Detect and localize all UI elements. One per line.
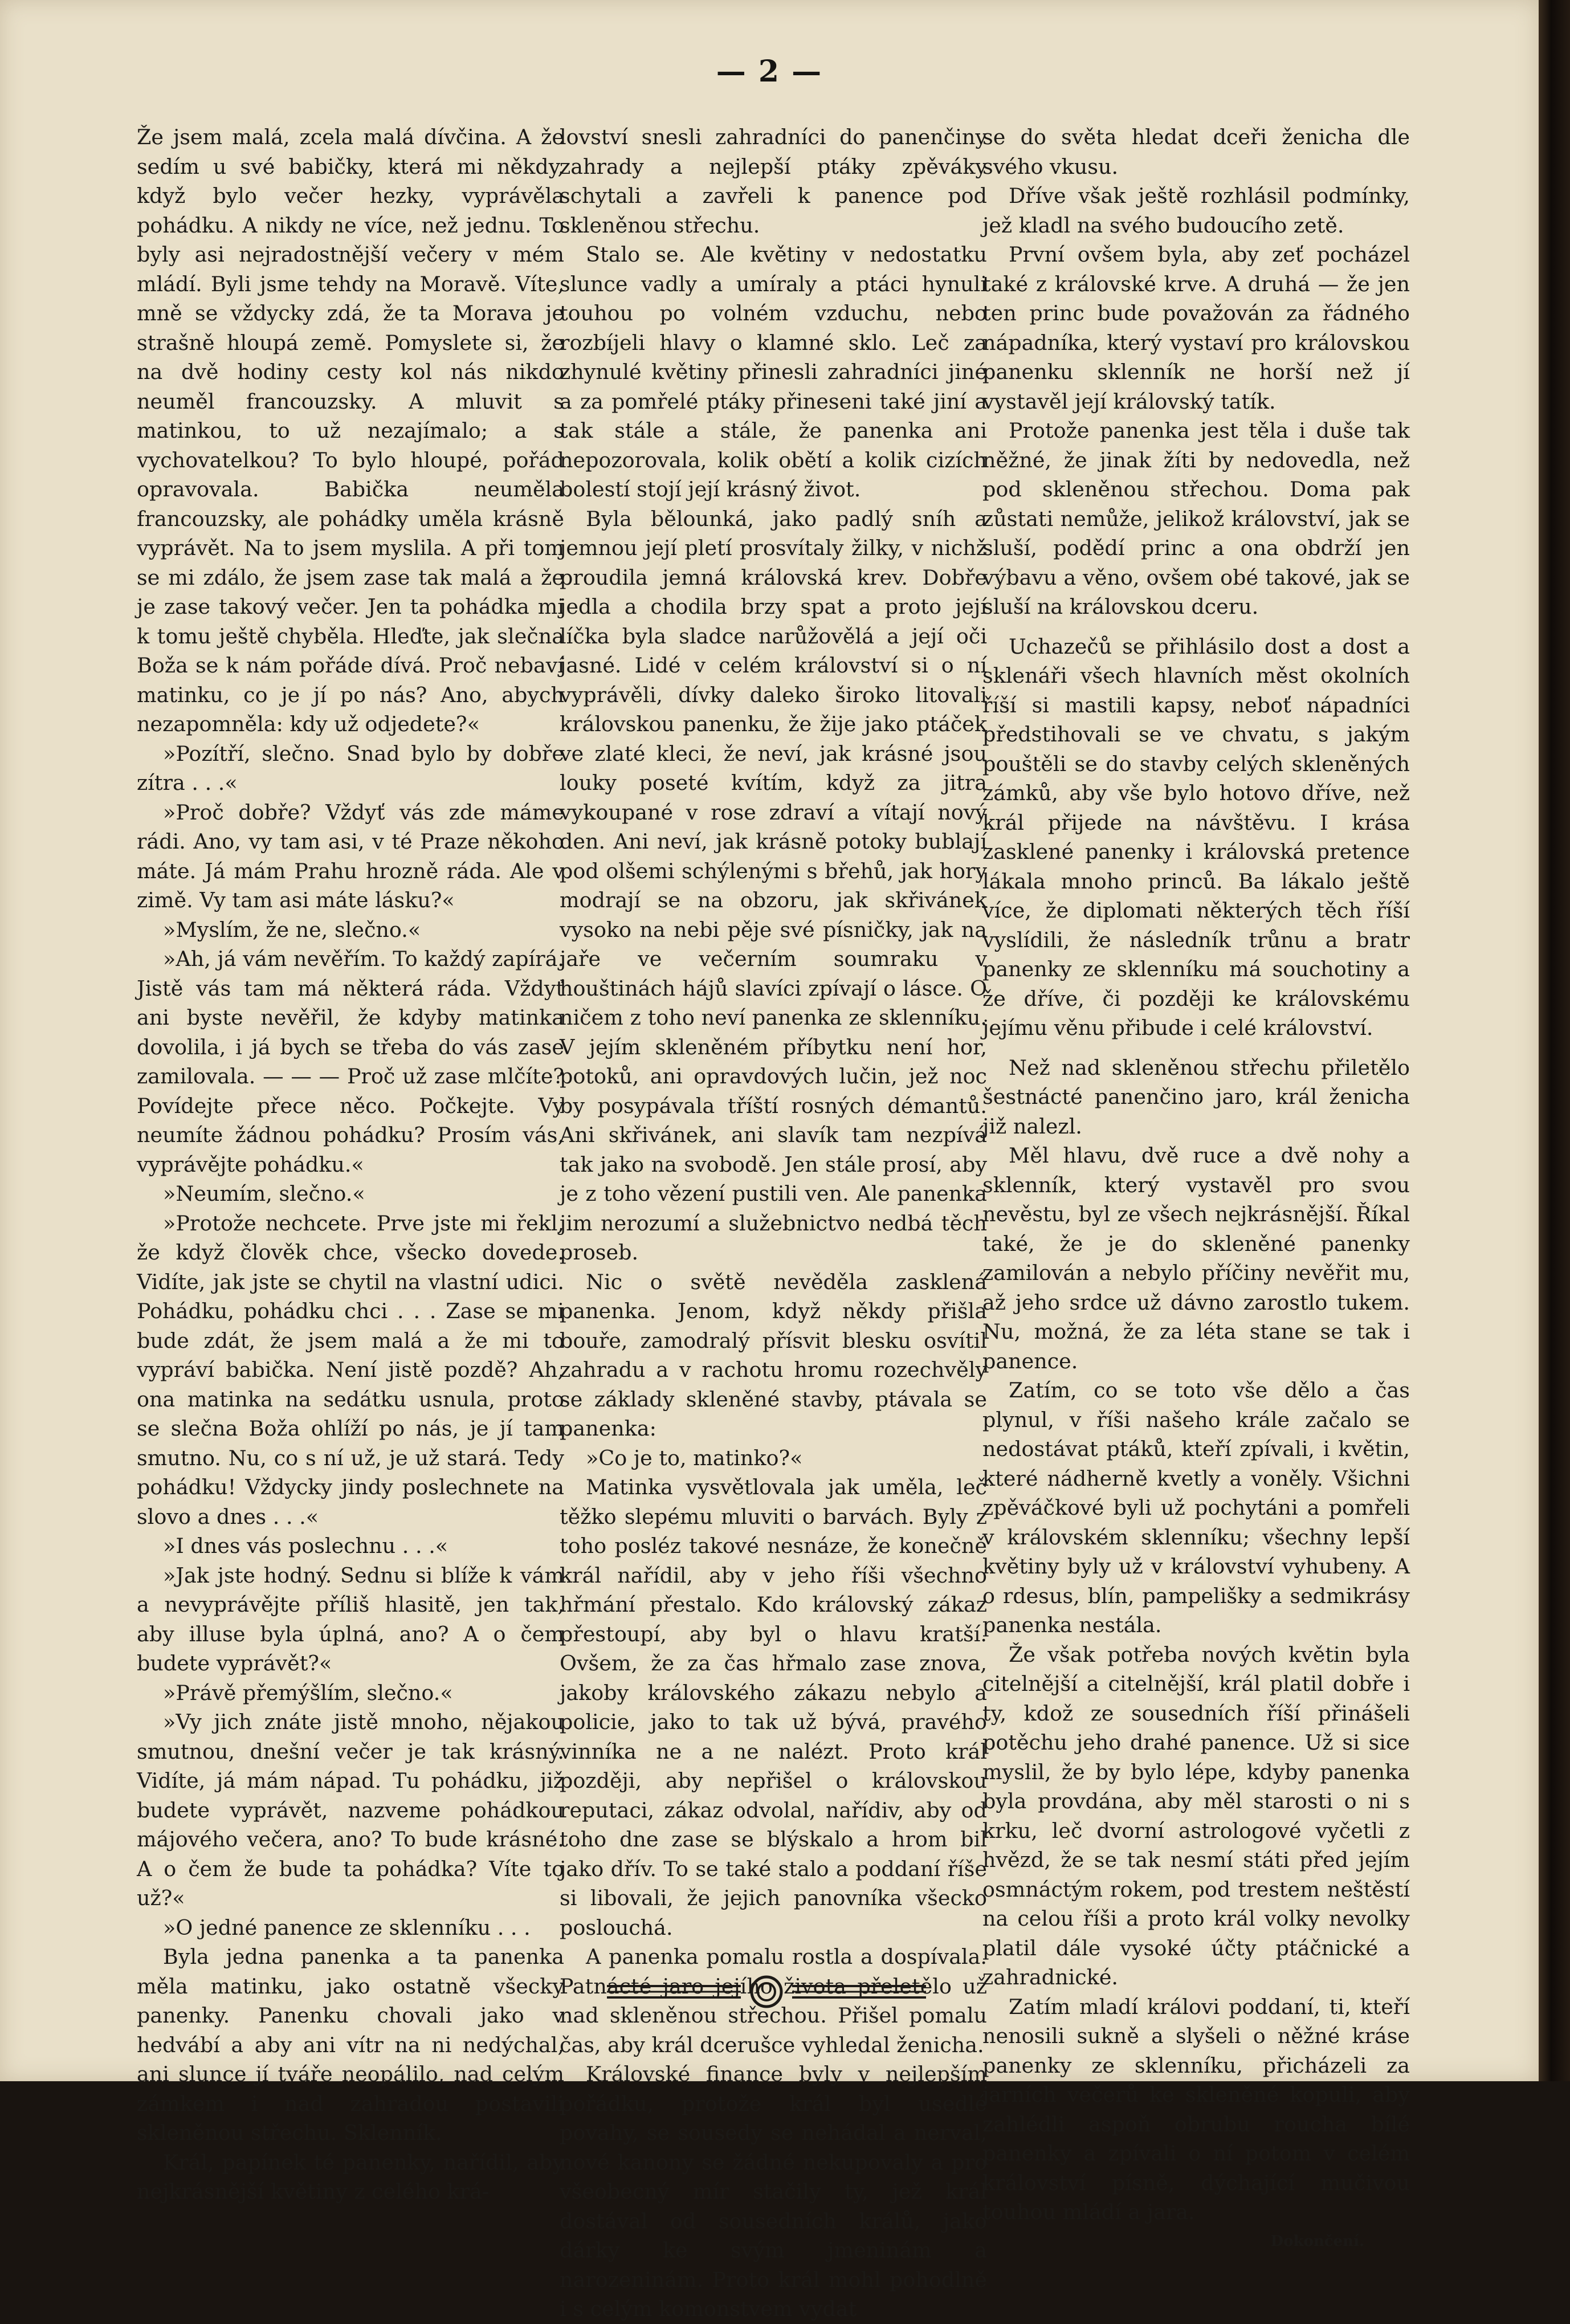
paragraph: »Právě přemýšlím, slečno.« — [163, 1680, 453, 1705]
paragraph: Byla bělounká, jako padlý sníh a jemnou její pletí prosvítaly žilky, v nichž proudila jemná královská krev. Dobře jedla a chodila brzy spat a proto její líčka byla sladce narůžovělá a její oči jasné. Lidé v celém království si o ní vyprávěli, dívky daleko široko litovali královskou panenku, že žije jako ptáček ve zlaté kleci, že neví, jak krásné jsou louky poseté kvítím, když za jitra vykoupané v rose zdraví a vítají nový den. Ani neví, jak krásně potoky bublají pod olšemi schýlenými s břehů, jak hory modrají se na obzoru, jak skřivánek vysoko na nebi pěje své písničky, jak na jaře ve večerním soumraku v houštinách hájů slavíci zpívají o lásce. O ničem z toho neví panenka ze sklenníku. V jejím skleněném příbytku není hor, potoků, ani opravdových lučin, jež noc by posypávala tříští rosných démantů. Ani skřivánek, ani slavík tam nezpívá tak jako na svobodě. Jen stále prosí, aby je z toho vězení pustili ven. Ale panenka jim nerozumí a služebnictvo nedbá těch proseb. — [560, 506, 987, 1265]
paragraph: »Proč dobře? Vždyť vás zde máme rádi. Ano, vy tam asi, v té Praze někoho máte. Já mám Prahu hrozně ráda. Ale v zimě. Vy tam asi máte lásku?« — [137, 800, 564, 912]
paragraph: »Myslím, že ne, slečno.« — [163, 917, 421, 942]
paragraph: A panenka pomalu rostla a dospívala. Patnácté jaro jejího života přeletělo už nad skleněnou střechou. Přišel pomalu čas, aby král dcerušce vyhledal ženicha. — [560, 1944, 987, 2057]
paragraph: »I dnes vás poslechnu . . .« — [163, 1534, 448, 1558]
paragraph: »Jak jste hodný. Sednu si blíže k vám a nevyprávějte příliš hlasitě, jen tak, aby illuse byla úplná, ano? A o čem budete vyprávět?« — [137, 1563, 564, 1675]
paragraph: lovství snesli zahradníci do panenčiny zahrady a nejlepší ptáky zpěváky schytali a zavřeli k panence pod skleněnou střechu. — [560, 125, 987, 238]
paragraph: Matinka vysvětlovala jak uměla, leč těžko slepému mluviti o barvách. Byly z toho posléz takové nesnáze, že konečně král nařídil, aby v jeho říši všechno hřmání přestalo. Kdo královský zákaz přestoupí, aby byl o hlavu kratší. Ovšem, že za čas hřmalo zase znova, jakoby královského zákazu nebylo a policie, jako to tak už bývá, pravého vinníka ne a ne nalézt. Proto král později, aby nepřišel o královskou reputaci, zákaz odvolal, nařídiv, aby od toho dne zase se blýskalo a hrom bil jako dřív. To se také stalo a poddaní říše si libovali, že jejich panovníka všecko poslouchá. — [560, 1475, 987, 1940]
paragraph: Než nad skleněnou střechu přiletělo šestnácté panenčino jaro, král ženicha již nalezl. — [982, 1055, 1410, 1139]
paragraph: Protože panenka jest těla i duše tak něžné, že jinak žíti by nedovedla, než pod skleněnou střechou. Doma pak zůstati nemůže, jelikož království, jak se sluší, podědí princ a ona obdrží jen výbavu a věno, ovšem obé takové, jak se sluší na královskou dceru. — [982, 418, 1410, 619]
paragraph: »Ah, já vám nevěřím. To každý zapírá. Jistě vás tam má některá ráda. Vždyť ani byste nevěřil, že kdyby matinka dovolila, i já bych se třeba do vás zase zamilovala. — — — Proč už zase mlčíte? Povídejte přece něco. Počkejte. Vy neumíte žádnou pohádku? Prosím vás, vyprávějte pohádku.« — [137, 947, 564, 1177]
paragraph: Dříve však ještě rozhlásil podmínky, jež kladl na svého budoucího zetě. — [982, 184, 1410, 238]
paragraph: »Co je to, matinko?« — [586, 1445, 803, 1470]
paragraph: se do světa hledat dceři ženicha dle svého vkusu. — [982, 125, 1410, 179]
book-binding-edge — [1539, 0, 1570, 2081]
ornament-divider-icon — [607, 1975, 926, 2009]
paragraph: Stalo se. Ale květiny v nedostatku slunce vadly a umíraly a ptáci hynuli touhou po volném vzduchu, nebo rozbíjeli hlavy o klamné sklo. Leč za zhynulé květiny přinesli zahradníci jiné a za pomřelé ptáky přineseni také jiní a tak stále a stále, že panenka ani nepozorovala, kolik obětí a kolik cizích bolestí stojí její krásný život. — [560, 242, 987, 502]
paragraph: Královské finance byly v nejlepším pořádku, protože král byl usedlé povahy, se sousedy se nehádal a nerval, nové kanony se žádné nekupovaly a pro všeobecný mír stačily ty, jež král dostával od sousedních králů, jako dárky ke svým jmeninám a narozeninám. Proto král mohl pohodlně i s celým komonstvem vydat — [560, 2062, 987, 2321]
paragraph: »Vy jich znáte jistě mnoho, nějakou smutnou, dnešní večer je tak krásný. Vidíte, já mám nápad. Tu pohádku, již budete vyprávět, nazveme pohádkou májového večera, ano? To bude krásné. A o čem že bude ta pohádka? Víte to už?« — [137, 1710, 564, 1910]
paragraph: »Pozítří, slečno. Snad bylo by dobře zítra . . .« — [137, 741, 564, 795]
paragraph: »Neumím, slečno.« — [163, 1181, 365, 1206]
paragraph: Král, papínek té panenky, nařídil, aby nejkrásnější květiny z celého krá- — [137, 2150, 564, 2204]
text-column-3 — [982, 123, 1410, 2256]
page-number: — 2 — — [716, 54, 823, 89]
paragraph: Byla jedna panenka a ta panenka měla matinku, jako ostatně všecky panenky. Panenku chovali jako v hedvábí a aby ani vítr na ni nedýchal, ani slunce jí tváře neopálilo, nad celým zámkem i nad zahradou postavili skleněnou střechu. Sklenník. — [137, 1944, 564, 2145]
paragraph: Uchazečů se přihlásilo dost a dost a sklenáři všech hlavních měst okolních říší si mastili kapsy, neboť nápadníci předstihovali se ve chvatu, s jakým pouštěli se do stavby celých skleněných zámků, aby vše bylo hotovo dříve, než král přijede na návštěvu. I krása zasklené panenky i královská pretence lákala mnoho princů. Ba lákalo ještě více, že diplomati některých těch říší vyslídili, že následník trůnu a bratr panenky ze sklenníku má souchotiny a že dříve, či později ke královskému jejímu věnu přibude i celé království. — [982, 634, 1410, 1040]
paragraph: Že však potřeba nových květin byla citelnější a citelnější, král platil dobře i ty, kdož ze sousedních říší přinášeli potěchu jeho drahé panence. Už si sice myslil, že by bylo lépe, kdyby panenka byla provdána, aby měl starosti o ni s krku, leč dvorní astrologové vyčetli z hvězd, že se tak nesmí státi před jejím osmnáctým rokem, pod trestem neštěstí na celou říši a proto král volky nevolky platil dále vysoké účty ptáčnické a zahradnické. — [982, 1642, 1410, 1989]
signoff: Dokončení. — [1270, 2232, 1364, 2250]
paragraph: Měl hlavu, dvě ruce a dvě nohy a sklenník, který vystavěl pro svou nevěstu, byl ze všech nejkrásnější. Říkal také, že je do skleněné panenky zamilován a nebylo příčiny nevěřit mu, až jeho srdce už dávno zarostlo tukem. Nu, možná, že za léta stane se tak i panence. — [982, 1143, 1410, 1373]
paragraph: Zatím, co se toto vše dělo a čas plynul, v říši našeho krále začalo se nedostávat ptáků, kteří zpívali, i květin, které nádherně kvetly a voněly. Všichni zpěváčkové byli už pochytáni a pomřeli v královském sklenníku; všechny lepší květiny byly už v království vyhubeny. A o rdesus, blín, pampelišky a sedmikrásy panenka nestála. — [982, 1378, 1410, 1637]
paragraph: První ovšem byla, aby zeť pocházel také z královské krve. A druhá — že jen ten princ bude považován za řádného nápadníka, který vystaví pro královskou panenku sklenník ne horší než jí vystavěl její královský tatík. — [982, 242, 1410, 414]
paragraph: »O jedné panence ze sklenníku . . . — [163, 1915, 531, 1940]
paragraph: Že jsem malá, zcela malá dívčina. A že sedím u své babičky, která mi někdy, když bylo večer hezky, vyprávěla pohádku. A nikdy ne více, než jednu. To byly asi nejradostnější večery v mém mládí. Byli jsme tehdy na Moravě. Víte, mně se vždycky zdá, že ta Morava je strašně hloupá země. Pomyslete si, že na dvě hodiny cesty kol nás nikdo neuměl francouzsky. A mluvit s matinkou, to už nezajímalo; a s vychovatelkou? To bylo hloupé, pořád opravovala. Babička neuměla francouzsky, ale pohádky uměla krásně vyprávět. Na to jsem myslila. A při tom se mi zdálo, že jsem zase tak malá a že je zase takový večer. Jen ta pohádka mi k tomu ještě chyběla. Hleďte, jak slečna Boža se k nám pořáde dívá. Proč nebaví matinku, co je jí po nás? Ano, abych nezapomněla: kdy už odjedete?« — [137, 125, 564, 736]
paragraph: Zatím mladí královi poddaní, ti, kteří nenosili sukně a slyšeli o něžné kráse panenky ze sklenníku, přicházeli za jarních večerů ke skleněné kopuli, aby zahlédli aspoň obrubu roucha bílé panenky a zpívali o ní potom v celém království písně, dýchající mučivou touhou mládí a jara. — [982, 1994, 1410, 2224]
paragraph: Nic o světě nevěděla zasklená panenka. Jenom, když někdy přišla bouře, zamodralý přísvit blesku osvítil zahradu a v rachotu hromu rozechvěly se základy skleněné stavby, ptávala se panenka: — [560, 1269, 987, 1441]
text-column-1 — [137, 123, 564, 2207]
paragraph: »Protože nechcete. Prve jste mi řekl, že když člověk chce, všecko dovede. Vidíte, jak jste se chytil na vlastní udici. Pohádku, pohádku chci . . . Zase se mi bude zdát, že jsem malá a že mi to vypráví babička. Není jistě pozdě? Ah, ona matinka na sedátku usnula, proto se slečna Boža ohlíží po nás, je jí tam smutno. Nu, co s ní už, je už stará. Tedy pohádku! Vždycky jindy poslechnete na slovo a dnes . . .« — [137, 1210, 564, 1529]
